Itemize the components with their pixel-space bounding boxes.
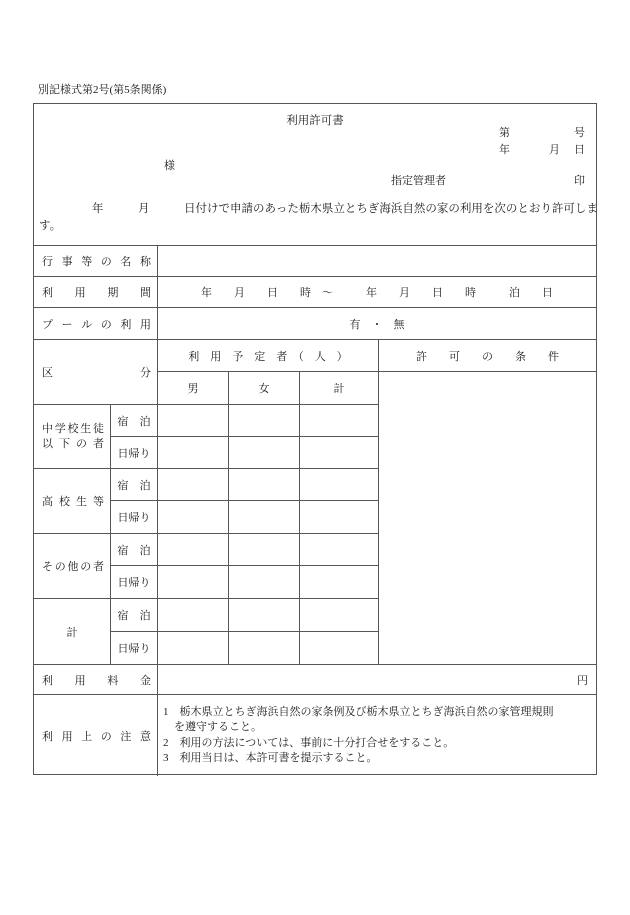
form-number-label: 別記様式第2号(第5条関係) [38,84,167,96]
fee-label-cell [34,664,158,694]
addressee-honorific: 様 [164,160,175,172]
empty-cell [228,436,299,468]
empty-cell [299,468,378,500]
notes-label: 利 用 上 の 注 意 [42,730,151,743]
issue-date-month: 月 [549,144,560,156]
event-name-value-cell [158,245,596,276]
event-name-label-cell [34,245,158,276]
doc-number-suffix: 号 [574,127,585,139]
row-type-day-label: 日帰り [111,500,158,533]
empty-cell [228,404,299,436]
group-label-highschool [34,468,111,533]
empty-cell [299,500,378,533]
pool-label-cell [34,307,158,339]
empty-cell [299,598,378,631]
column-header-female: 女 [228,371,299,404]
group-label-others [34,533,111,598]
empty-cell [158,500,228,533]
event-name-label: 行 事 等 の 名 称 [42,256,151,268]
row-type-day-label: 日帰り [111,565,158,598]
row-type-day-label: 日帰り [111,436,158,468]
permission-statement-line1: 年 月 日付けで申請のあった栃木県立とちぎ海浜自然の家の利用を次のとおり許可しま [92,203,598,215]
empty-cell [228,533,299,565]
column-header-male: 男 [158,371,228,404]
doc-number-prefix: 第 [499,127,510,139]
group-label-highschool-line1: 高 校 生 等 [42,496,104,508]
empty-cell [299,436,378,468]
note-line: 3 利用当日は、本許可書を提示すること。 [163,752,378,765]
empty-cell [228,565,299,598]
empty-cell [158,533,228,565]
group-label-total: 計 [34,598,111,664]
row-type-stay-label: 宿 泊 [111,404,158,436]
empty-cell [158,598,228,631]
notes-label-cell [34,694,158,776]
group-label-others-line1: そ の 他 の 者 [42,561,104,573]
empty-cell [158,565,228,598]
note-line: 2 利用の方法については、事前に十分打合せをすること。 [163,736,455,749]
seal-placeholder: 印 [574,175,585,187]
category-label-cell [34,339,158,404]
permission-conditions-value-cell [378,371,596,664]
period-label-cell [34,276,158,307]
row-type-stay-label: 宿 泊 [111,533,158,565]
issue-date-year: 年 [499,144,510,156]
group-label-junior-line1: 中 学 校 生 徒 [42,422,104,435]
permit-form-box [33,103,597,775]
empty-cell [299,565,378,598]
empty-cell [299,631,378,664]
planned-users-header-cell: 利 用 予 定 者 （ 人 ） [158,339,378,371]
issue-date-day: 日 [574,144,585,156]
empty-cell [299,404,378,436]
row-type-stay-label: 宿 泊 [111,598,158,631]
permission-conditions-header-cell: 許 可 の 条 件 [378,339,596,371]
empty-cell [228,631,299,664]
empty-cell [228,468,299,500]
row-type-stay-label: 宿 泊 [111,468,158,500]
note-line: を遵守すること。 [163,721,262,734]
empty-cell [228,598,299,631]
empty-cell [158,631,228,664]
period-label: 利 用 期 間 [42,287,151,299]
empty-cell [299,533,378,565]
group-label-junior-line2: 以 下 の 者 [42,437,104,450]
group-label-junior [34,404,111,468]
permission-statement-line2: す。 [39,220,62,232]
note-line: 1 栃木県立とちぎ海浜自然の家条例及び栃木県立とちぎ海浜自然の家管理規則 [163,706,554,718]
row-type-day-label: 日帰り [111,631,158,664]
notes-content-cell [158,694,596,776]
period-value-cell: 年 月 日 時 ～ 年 月 日 時 泊 日 [158,276,596,307]
document-title: 利用許可書 [286,115,344,127]
empty-cell [158,404,228,436]
empty-cell [228,500,299,533]
fee-label: 利 用 料 金 [42,674,151,687]
empty-cell [158,436,228,468]
category-label: 区 分 [42,367,151,379]
designated-manager-label: 指定管理者 [391,175,446,187]
empty-cell [158,468,228,500]
fee-value-cell [158,664,596,694]
fee-unit: 円 [577,674,588,687]
pool-value-cell: 有 ・ 無 [158,307,596,339]
pool-label: プ ー ル の 利 用 [42,318,151,331]
column-header-total: 計 [299,371,378,404]
